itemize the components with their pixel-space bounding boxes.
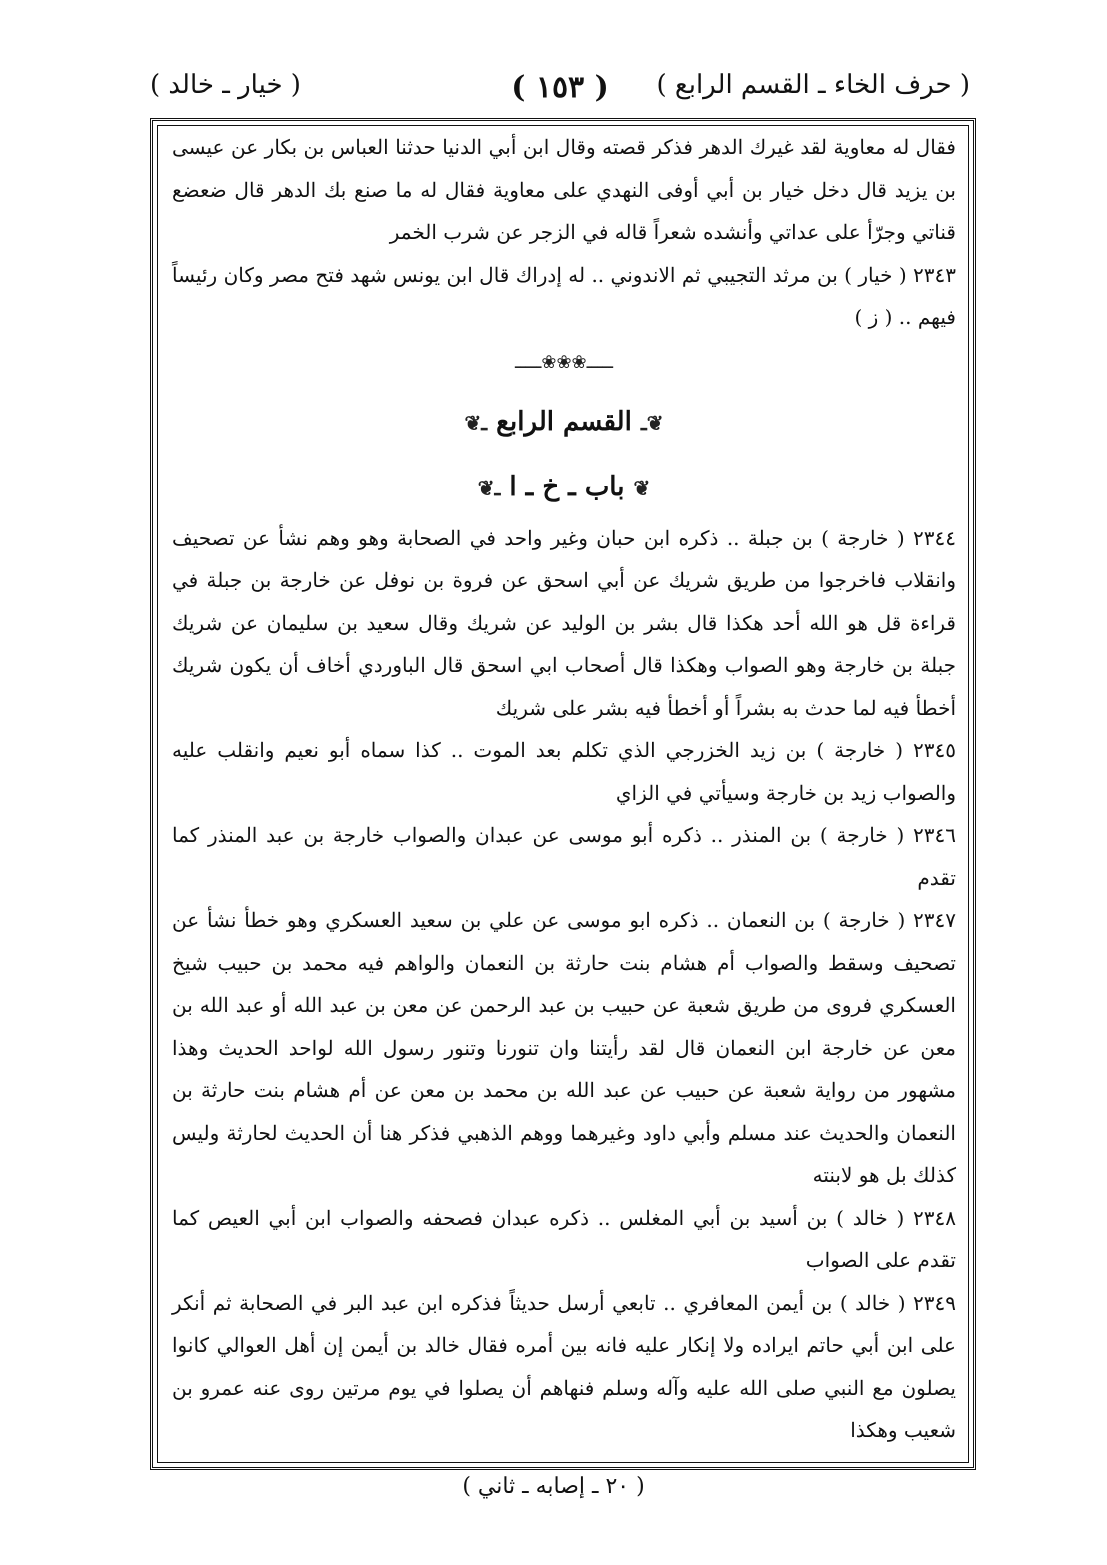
entry-2346: ٢٣٤٦ ( خارجة ) بن المنذر .. ذكره أبو موسى عن عبدان والصواب خارجة بن عبد المنذر كما تقدم	[172, 823, 956, 890]
entry-2343: ٢٣٤٣ ( خيار ) بن مرثد التجيبي ثم الاندوني .. له إدراك قال ابن يونس شهد فتح مصر وكان رئيساً فيهم .. ( ز )	[172, 262, 957, 329]
chapter-heading	[172, 457, 956, 517]
page-number: ( ١٥٣ )	[511, 70, 609, 105]
section-heading	[172, 387, 956, 457]
page-body	[172, 126, 956, 1452]
section-divider: ـــــ❀❀❀ـــــ	[515, 351, 613, 373]
ornament-icon: ـ❦	[464, 410, 488, 435]
section-title: القسم الرابع	[496, 406, 632, 437]
ornament-icon: ❦	[633, 475, 651, 500]
ornament-icon: ❦ـ	[640, 410, 664, 435]
chapter-title: باب ـ خ ـ ا	[509, 471, 625, 502]
entry-2349: ٢٣٤٩ ( خالد ) بن أيمن المعافري .. تابعي أرسل حديثاً فذكره ابن عبد البر في الصحابة ثم أنكر على ابن أبي حاتم ايراده ولا إنكار عليه فانه بين أمره فقال خالد بن أيمن إن أهل العوالي كانوا يصلون مع النبي صلى الله عليه وآله وسلم فنهاهم أن يصلوا في يوم مرتين روى عنه عمرو بن شعيب وهكذا	[172, 1290, 957, 1442]
entry-2347: ٢٣٤٧ ( خارجة ) بن النعمان .. ذكره ابو موسى عن علي بن سعيد العسكري وهو خطأ نشأ عن تصحيف وسقط والصواب أم هشام بنت حارثة بن النعمان والواهم فيه محمد بن حبيب شيخ العسكري فروى من طريق شعبة عن حبيب بن عبد الرحمن عن معن بن عبد الله أو عبد الله بن معن عن خارجة ابن النعمان قال لقد رأيتنا وان تنورنا وتنور رسول الله لواحد الحديث وهذا مشهور من رواية شعبة عن حبيب عن عبد الله بن محمد بن معن عن أم هشام بنت حارثة بن النعمان والحديث عند مسلم وأبي داود وغيرهما ووهم الذهبي فذكر هنا أن الحديث لحارثة وليس كذلك بل هو لابنته	[172, 908, 956, 1187]
paragraph: فقال له معاوية لقد غيرك الدهر فذكر قصته وقال ابن أبي الدنيا حدثنا العباس بن بكار عن عيسى بن يزيد قال دخل خيار بن أبي أوفى النهدي على معاوية فقال له ما صنع بك الدهر قال ضعضع قناتي وجرّأ على عداتي وأنشده شعراً قاله في الزجر عن شرب الخمر	[172, 135, 956, 244]
entry-2344: ٢٣٤٤ ( خارجة ) بن جبلة .. ذكره ابن حبان وغير واحد في الصحابة وهو وهم نشأ عن تصحيف وانقلاب فاخرجوا من طريق شريك عن أبي اسحق عن فروة بن نوفل عن خارجة بن جبلة في قراءة قل هو الله أحد هكذا قال بشر بن الوليد عن شريك وقال سعيد بن سليمان عن شريك جبلة بن خارجة وهو الصواب وهكذا قال أصحاب ابي اسحق قال الباوردي أخاف أن يكون شريك أخطأ فيه لما حدث به بشراً أو أخطأ فيه بشر على شريك	[172, 525, 956, 720]
entry-2348: ٢٣٤٨ ( خالد ) بن أسيد بن أبي المغلس .. ذكره عبدان فصحفه والصواب ابن أبي العيص كما تقدم على الصواب	[172, 1205, 956, 1272]
page-header	[150, 70, 970, 114]
running-head-left: ( خيار ـ خالد )	[150, 70, 301, 100]
entry-2345: ٢٣٤٥ ( خارجة ) بن زيد الخزرجي الذي تكلم بعد الموت .. كذا سماه أبو نعيم وانقلب عليه والصواب زيد بن خارجة وسيأتي في الزاي	[172, 738, 956, 805]
page-footer: ( ٢٠ ـ إصابه ـ ثاني )	[462, 1474, 645, 1499]
running-head-right: ( حرف الخاء ـ القسم الرابع )	[656, 70, 970, 100]
ornament-icon: ـ❦	[477, 475, 501, 500]
